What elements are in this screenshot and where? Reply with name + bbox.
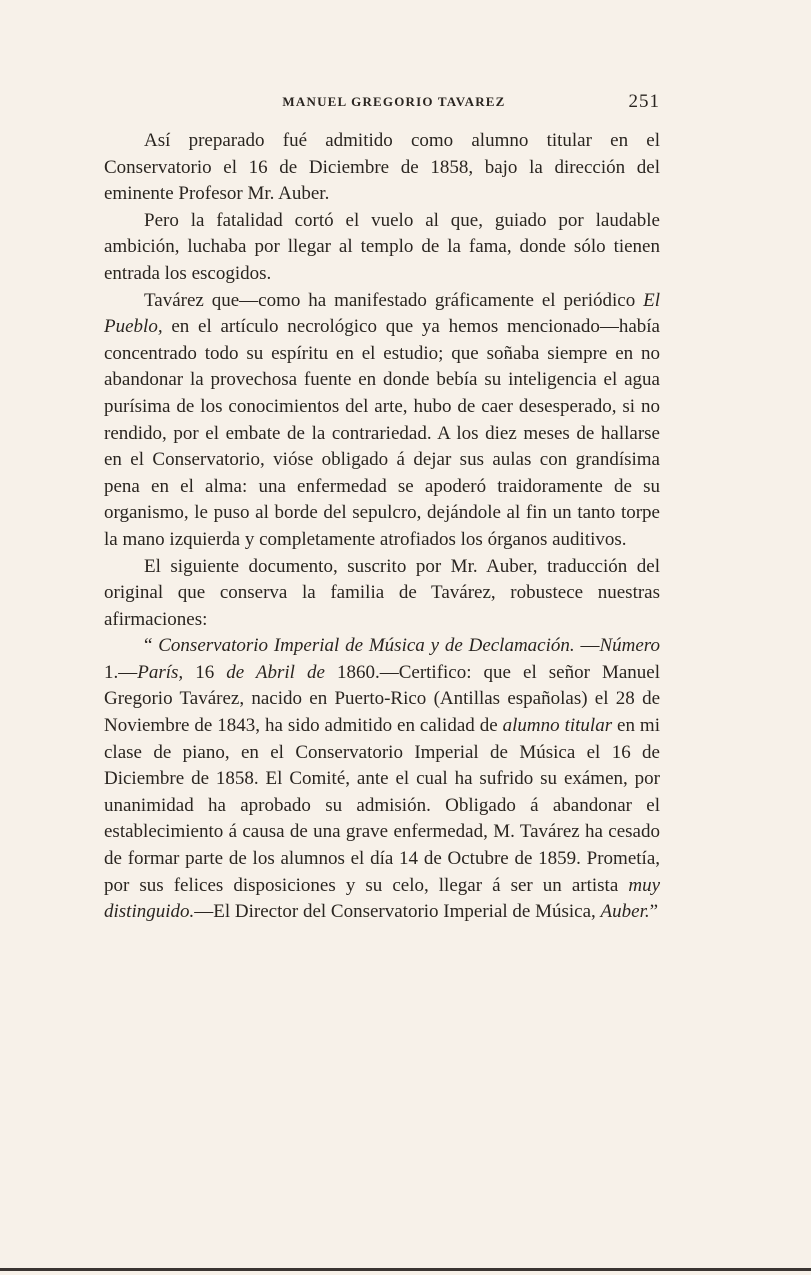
- p3-text-c: en el artículo necrológico que ya hemos mencionado—había concentrado todo su espíritu en el estudio; que soñaba siempre en no abandonar la provechosa fuente en donde bebía su inteligencia el agua purísima de los conocimientos del arte, hubo de caer desesperado, si no rendido, por el embate de la contrariedad. A los diez meses de hallarse en el Conservatorio, vióse obligado á dejar sus aulas con grandísima pena en el alma: una enfermedad se apoderó traidoramente de su organismo, le puso al borde del sepulcro, dejándole al fin un tanto torpe la mano izquierda y completamente atrofiados los órganos auditivos.: [104, 316, 660, 550]
- running-head: MANUEL GREGORIO TAVAREZ: [282, 94, 506, 109]
- p5-text-e: 1.—: [104, 661, 138, 683]
- p5-auber-signature: Auber.: [600, 901, 650, 923]
- body-text: [104, 128, 660, 926]
- p5-open-quote: “: [144, 635, 159, 657]
- p5-de-abril: de Abril de: [226, 661, 325, 683]
- p5-text-g: 16: [183, 661, 227, 683]
- bottom-edge: [0, 1268, 811, 1271]
- paragraph-3: [104, 288, 660, 554]
- page-header: [104, 91, 660, 122]
- newspaper-title: El Pueblo,: [104, 289, 660, 338]
- p5-institution: Conservatorio Imperial de Música y de Declamación.: [158, 635, 575, 657]
- p5-text-m: —El Director del Conservatorio Imperial de Música,: [194, 901, 601, 923]
- p5-alumno-titular: alumno titular: [502, 715, 613, 737]
- p3-text-a: Tavárez que—como ha manifestado gráficamente el periódico: [144, 289, 644, 311]
- paragraph-4: El siguiente documento, suscrito por Mr. Auber, traducción del original que conserva la familia de Tavárez, robustece nuestras afirmaciones:: [104, 555, 660, 630]
- p5-text-i: 1860.—Certifico: que el señor Manuel Gregorio Tavárez, nacido en Puerto-Rico (Antillas españolas) el 28 de Noviembre de 1843, ha sido admitido en calidad de: [104, 661, 660, 737]
- p5-paris: París,: [137, 661, 184, 683]
- p5-numero: Número: [599, 635, 661, 657]
- paragraph-1: Así preparado fué admitido como alumno titular en el Conservatorio el 16 de Diciembre de 1858, bajo la dirección del eminente Profesor Mr. Auber.: [104, 130, 660, 205]
- p5-text-c: —: [574, 635, 600, 657]
- p5-text-k: en mi clase de piano, en el Conservatorio Imperial de Música el 16 de Diciembre de 1858. El Comité, ante el cual ha sufrido su exámen, por unanimidad ha aprobado su admisión. Obligado á abandonar el establecimiento á causa de una grave enfermedad, M. Tavárez ha cesado de formar parte de los alumnos el día 14 de Octubre de 1859. Prometía, por sus felices disposiciones y su celo, llegar á ser un artista: [104, 715, 660, 896]
- paragraph-2: Pero la fatalidad cortó el vuelo al que, guiado por laudable ambición, luchaba por llegar al templo de la fama, donde sólo tienen entrada los escogidos.: [104, 209, 660, 284]
- paragraph-5-quote: [104, 633, 660, 926]
- p5-close-quote: ”: [649, 901, 659, 923]
- page-number: 251: [628, 91, 660, 112]
- p5-muy-distinguido: muy distinguido.: [104, 874, 660, 923]
